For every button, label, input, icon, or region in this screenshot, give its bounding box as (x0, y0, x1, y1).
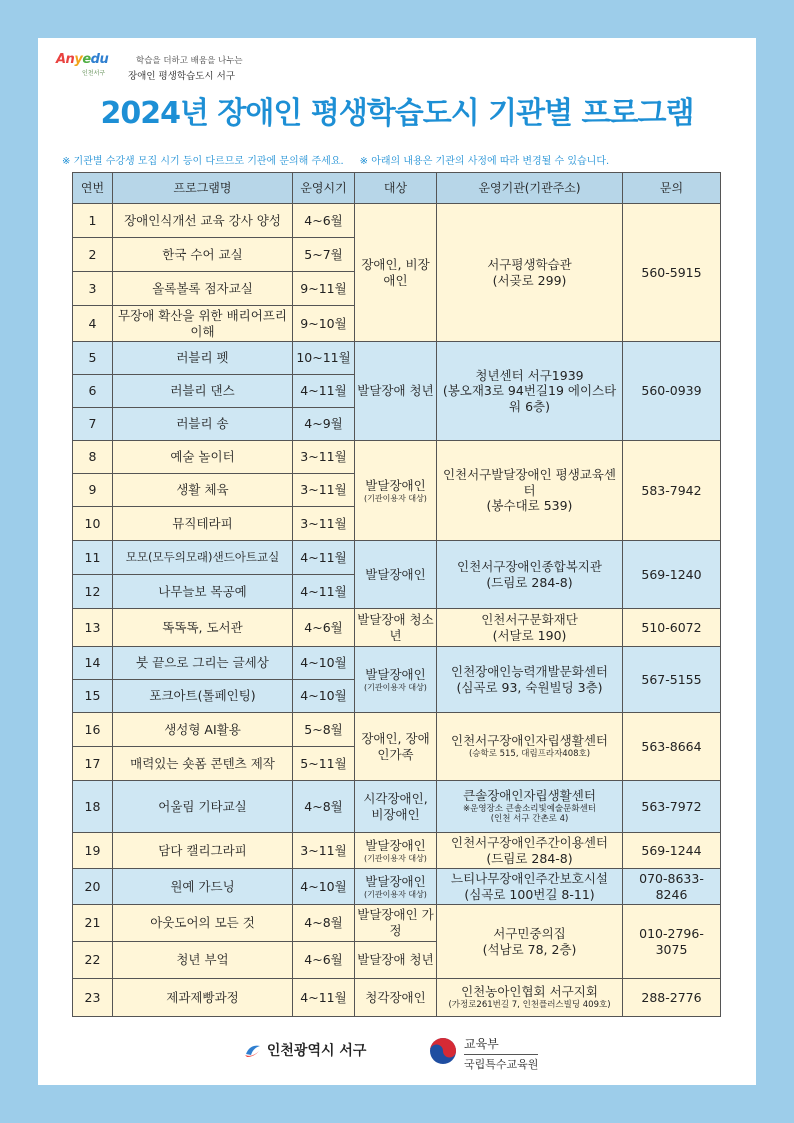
org-address: (봉수대로 539) (486, 498, 573, 514)
target-text: 발달장애인 (365, 837, 426, 853)
program-name: 포크아트(톨페인팅) (113, 680, 293, 713)
org-name: 큰솔장애인자립생활센터 (463, 788, 596, 804)
row-number: 2 (73, 238, 113, 272)
target-cell (355, 647, 437, 713)
program-period: 4~10월 (293, 680, 355, 713)
org-address: (심곡로 93, 숙원빌딩 3층) (456, 679, 603, 695)
row-number: 4 (73, 306, 113, 342)
table-row (73, 541, 721, 575)
target-cell (355, 869, 437, 905)
org-cell (437, 781, 623, 833)
program-name: 예술 놀이터 (113, 441, 293, 474)
row-number: 3 (73, 272, 113, 306)
table-row (73, 905, 721, 942)
table-row (73, 647, 721, 680)
row-number: 20 (73, 869, 113, 905)
col-target-header: 대상 (355, 173, 437, 204)
taegeuk-emblem-icon (428, 1036, 458, 1066)
program-period: 3~11월 (293, 833, 355, 869)
program-name: 러블리 댄스 (113, 375, 293, 408)
contact-cell: 010-2796-3075 (623, 905, 721, 979)
target-cell: 시각장애인, 비장애인 (355, 781, 437, 833)
row-number: 22 (73, 942, 113, 979)
target-cell: 장애인, 장애인가족 (355, 713, 437, 781)
org-name: 느티나무장애인주간보호시설 (451, 870, 608, 886)
contact-cell: 583-7942 (623, 441, 721, 541)
program-period: 4~11월 (293, 979, 355, 1017)
target-note: (기관이용자 대상) (364, 682, 427, 692)
table-row (73, 609, 721, 647)
org-name: 인천서구문화재단 (481, 611, 578, 627)
org-cell (437, 979, 623, 1017)
row-number: 13 (73, 609, 113, 647)
logo-subtext: 인천서구 (82, 70, 106, 77)
target-cell: 발달장애 청년 (355, 942, 437, 979)
org-cell (437, 342, 623, 441)
col-contact-header: 문의 (623, 173, 721, 204)
org-address: (석남로 78, 2층) (482, 941, 577, 957)
program-period: 5~8월 (293, 713, 355, 747)
col-program-header: 프로그램명 (113, 173, 293, 204)
target-cell (355, 441, 437, 541)
program-name: 원예 가드닝 (113, 869, 293, 905)
page-title: 2024년 장애인 평생학습도시 기관별 프로그램 (100, 96, 694, 131)
row-number: 7 (73, 408, 113, 441)
row-number: 23 (73, 979, 113, 1017)
poster-sheet (38, 38, 756, 1085)
org-name: 청년센터 서구1939 (475, 367, 584, 383)
footer (38, 1032, 756, 1072)
contact-cell: 563-7972 (623, 781, 721, 833)
row-number: 14 (73, 647, 113, 680)
target-cell: 발달장애인 (355, 541, 437, 609)
org-name: 인천장애인능력개발문화센터 (451, 663, 608, 679)
row-number: 10 (73, 507, 113, 541)
row-number: 19 (73, 833, 113, 869)
row-number: 12 (73, 575, 113, 609)
program-name: 러블리 송 (113, 408, 293, 441)
notice-contact: ※ 기관별 수강생 모집 시기 등이 다르므로 기관에 문의해 주세요. (62, 156, 344, 167)
org-cell (437, 204, 623, 342)
col-number-header: 연번 (73, 173, 113, 204)
target-cell: 청각장애인 (355, 979, 437, 1017)
program-name: 생성형 AI활용 (113, 713, 293, 747)
program-period: 3~11월 (293, 507, 355, 541)
org-cell (437, 441, 623, 541)
org-name: 인천농아인협회 서구지회 (461, 984, 598, 1000)
contact-cell: 563-8664 (623, 713, 721, 781)
program-period: 4~10월 (293, 647, 355, 680)
row-number: 8 (73, 441, 113, 474)
target-cell: 발달장애 청소년 (355, 609, 437, 647)
program-period: 4~6월 (293, 609, 355, 647)
target-cell: 발달장애인 가정 (355, 905, 437, 942)
row-number: 15 (73, 680, 113, 713)
org-name: 인천서구장애인주간이용센터 (451, 834, 608, 850)
table-row (73, 204, 721, 238)
program-period: 4~8월 (293, 905, 355, 942)
org-address: (승학로 515, 대림프라자408호) (468, 749, 591, 759)
target-cell (355, 833, 437, 869)
program-name: 한국 수어 교실 (113, 238, 293, 272)
program-name: 붓 끝으로 그리는 글세상 (113, 647, 293, 680)
row-number: 18 (73, 781, 113, 833)
table-row (73, 869, 721, 905)
org-cell (437, 647, 623, 713)
row-number: 16 (73, 713, 113, 747)
org-address: (서달로 190) (492, 627, 567, 643)
org-cell (437, 869, 623, 905)
row-number: 17 (73, 747, 113, 781)
org-name: 인천서구장애인자립생활센터 (451, 733, 608, 749)
logo-wordmark: Anyedu (56, 52, 109, 67)
program-table (72, 172, 721, 1017)
nise-label: 국립특수교육원 (464, 1054, 538, 1072)
table-row (73, 833, 721, 869)
org-cell (437, 833, 623, 869)
program-period: 4~8월 (293, 781, 355, 833)
program-name: 청년 부엌 (113, 942, 293, 979)
org-cell (437, 541, 623, 609)
program-name: 담다 캘리그라피 (113, 833, 293, 869)
target-text: 장애인, 비장애인 (361, 256, 430, 288)
org-name: 서구평생학습관 (487, 256, 572, 272)
org-cell (437, 713, 623, 781)
target-text: 발달장애인 (365, 666, 426, 682)
program-period: 4~11월 (293, 375, 355, 408)
program-period: 5~11월 (293, 747, 355, 781)
program-name: 아웃도어의 모든 것 (113, 905, 293, 942)
notice-line (62, 152, 752, 167)
program-name: 뮤직테라피 (113, 507, 293, 541)
target-cell (355, 204, 437, 342)
contact-cell: 567-5155 (623, 647, 721, 713)
target-note: (기관이용자 대상) (364, 889, 427, 899)
target-text: 발달장애인 (365, 477, 426, 493)
program-period: 3~11월 (293, 441, 355, 474)
program-period: 4~11월 (293, 575, 355, 609)
target-cell: 발달장애 청년 (355, 342, 437, 441)
table-row (73, 781, 721, 833)
program-name: 나무늘보 목공예 (113, 575, 293, 609)
row-number: 6 (73, 375, 113, 408)
row-number: 9 (73, 474, 113, 507)
program-name: 매력있는 숏폼 콘텐츠 제작 (113, 747, 293, 781)
org-address: (드림로 284-8) (486, 574, 573, 590)
org-address: (서곶로 299) (492, 272, 567, 288)
contact-cell: 560-0939 (623, 342, 721, 441)
program-period: 4~11월 (293, 541, 355, 575)
program-period: 4~6월 (293, 204, 355, 238)
program-name: 제과제빵과정 (113, 979, 293, 1017)
moe-nise-logo (428, 1032, 578, 1072)
org-address: (심곡로 100번길 8-11) (464, 886, 595, 902)
org-address: (가정로261번길 7, 인천플러스빌딩 409호) (448, 1000, 611, 1010)
table-header-row (73, 173, 721, 204)
program-period: 4~6월 (293, 942, 355, 979)
col-period-header: 운영시기 (293, 173, 355, 204)
org-address: (드림로 284-8) (486, 850, 573, 866)
anyedu-logo (56, 48, 243, 82)
target-note: (기관이용자 대상) (364, 853, 427, 863)
program-name: 모모(모두의모래)샌드아트교실 (113, 541, 293, 575)
program-name: 똑똑똑, 도서관 (113, 609, 293, 647)
tagline-line1: 학습을 더하고 배움을 나누는 (136, 56, 243, 66)
program-period: 4~10월 (293, 869, 355, 905)
program-period: 4~9월 (293, 408, 355, 441)
table-row (73, 441, 721, 474)
program-period: 9~11월 (293, 272, 355, 306)
org-address: (봉오재3로 94번길19 에이스타워 6층) (442, 383, 617, 414)
program-name: 장애인식개선 교육 강사 양성 (113, 204, 293, 238)
org-cell (437, 609, 623, 647)
org-name: 인천서구발달장애인 평생교육센터 (442, 467, 617, 498)
program-name: 생활 체육 (113, 474, 293, 507)
table-row (73, 713, 721, 747)
row-number: 5 (73, 342, 113, 375)
row-number: 21 (73, 905, 113, 942)
org-name: 서구민중의집 (493, 925, 566, 941)
program-name: 어울림 기타교실 (113, 781, 293, 833)
notice-change: ※ 아래의 내용은 기관의 사정에 따라 변경될 수 있습니다. (359, 156, 610, 167)
program-period: 5~7월 (293, 238, 355, 272)
contact-cell: 569-1240 (623, 541, 721, 609)
target-text: 발달장애인 (365, 873, 426, 889)
org-address: (인천 서구 간촌로 4) (490, 814, 569, 825)
contact-cell: 288-2776 (623, 979, 721, 1017)
org-name: 인천서구장애인종합복지관 (457, 558, 602, 574)
incheon-seogu-label: 인천광역시 서구 (266, 1043, 367, 1059)
row-number: 11 (73, 541, 113, 575)
row-number: 1 (73, 204, 113, 238)
program-name: 러블리 펫 (113, 342, 293, 375)
program-period: 3~11월 (293, 474, 355, 507)
table-row (73, 979, 721, 1017)
org-venue-note: ※운영장소 큰솔소리빛예술문화센터 (463, 803, 596, 814)
program-period: 9~10월 (293, 306, 355, 342)
contact-cell: 569-1244 (623, 833, 721, 869)
contact-cell: 070-8633-8246 (623, 869, 721, 905)
contact-cell: 510-6072 (623, 609, 721, 647)
org-cell (437, 905, 623, 979)
seogu-emblem-icon (244, 1042, 262, 1058)
program-period: 10~11월 (293, 342, 355, 375)
col-org-header: 운영기관(기관주소) (437, 173, 623, 204)
program-name: 올록볼록 점자교실 (113, 272, 293, 306)
ministry-label: 교육부 (464, 1037, 499, 1051)
contact-cell: 560-5915 (623, 204, 721, 342)
table-row (73, 342, 721, 375)
target-note: (기관이용자 대상) (364, 493, 427, 503)
incheon-seogu-logo (244, 1040, 366, 1060)
program-name: 무장애 확산을 위한 배리어프리 이해 (113, 306, 293, 342)
tagline-line2: 장애인 평생학습도시 서구 (128, 71, 235, 82)
